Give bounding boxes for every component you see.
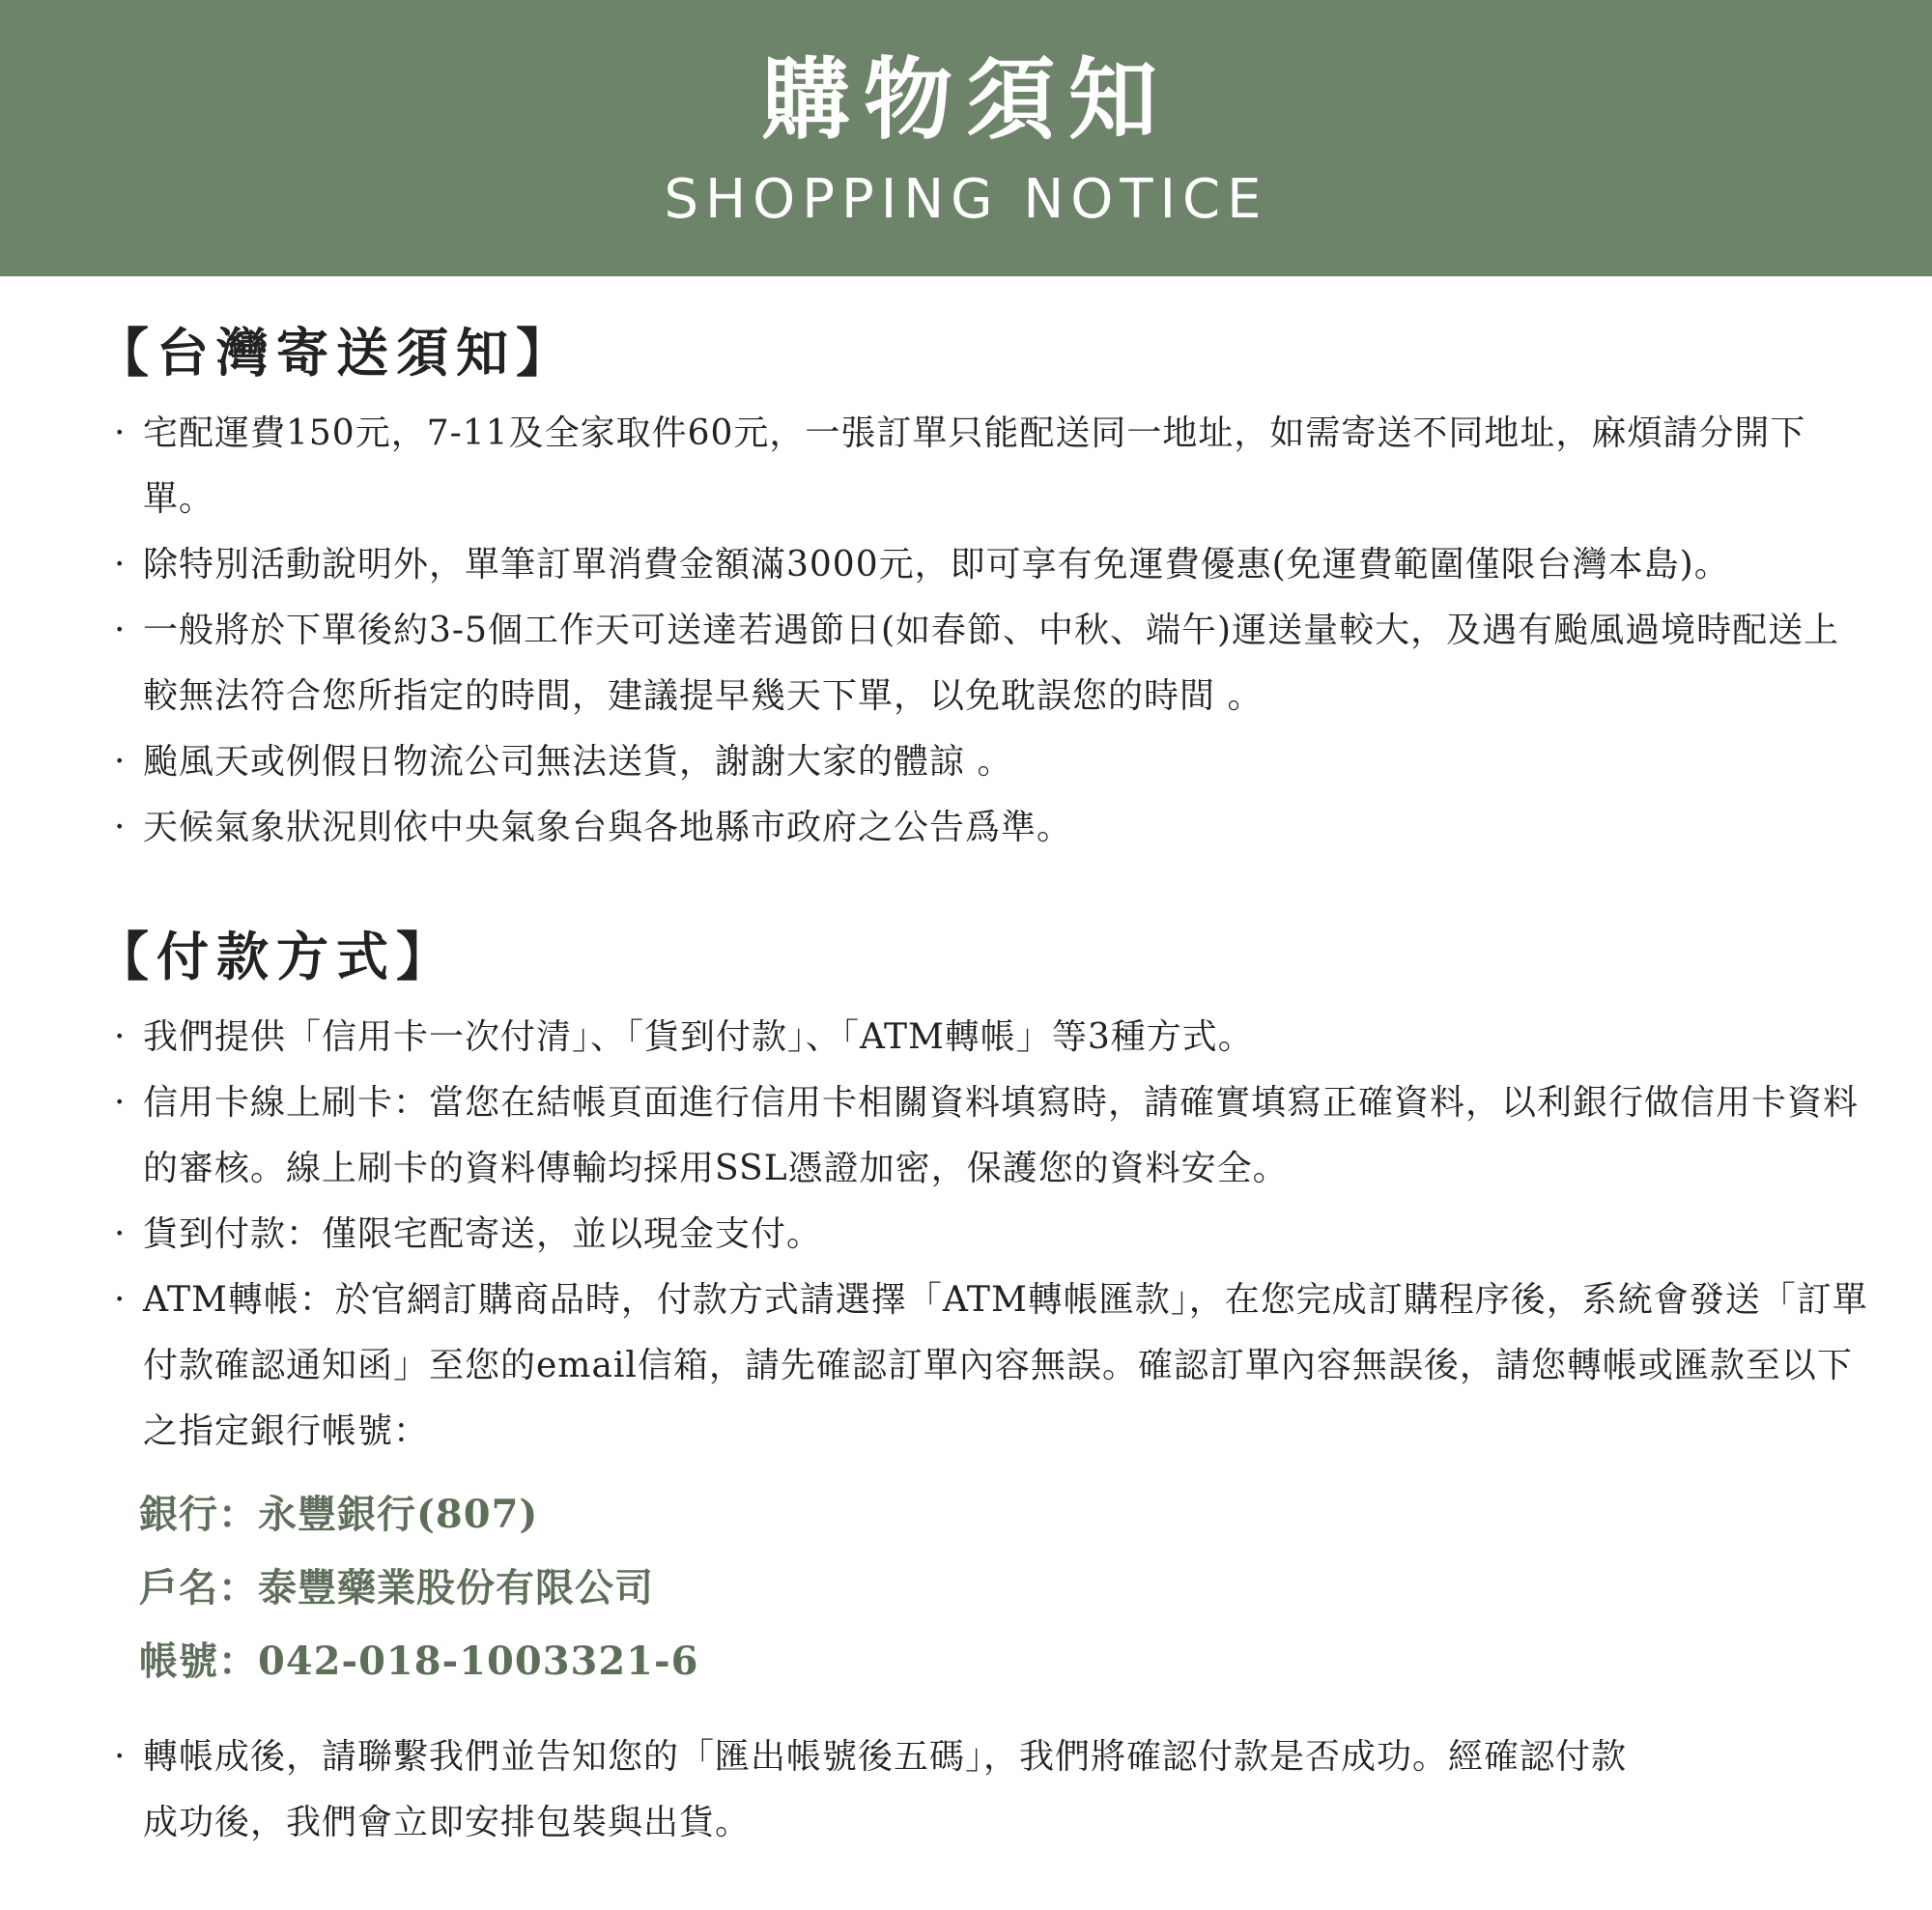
list-item	[114, 401, 1874, 532]
bank-account-info	[139, 1478, 698, 1698]
list-item	[114, 1725, 1650, 1856]
list-item	[114, 1070, 1882, 1202]
bullet: ·	[114, 1083, 127, 1123]
page-title: 購物須知	[760, 47, 1171, 152]
shipping-section-title: 【台灣寄送須知】	[97, 322, 576, 384]
payment-after-list	[114, 1725, 1853, 1856]
list-item	[114, 532, 1853, 598]
account-number: 帳號：042-018-1003321-6	[139, 1639, 699, 1684]
list-item-text: 除特別活動說明外，單筆訂單消費金額滿3000元，即可享有免運費優惠(免運費範圍僅限台灣本島)。	[143, 545, 1730, 584]
bullet: ·	[114, 1017, 127, 1057]
bullet: ·	[114, 545, 127, 584]
list-item-text: ATM轉帳：於官網訂購商品時，付款方式請選擇「ATM轉帳匯款」，在您完成訂購程序後，系統會發送「訂單付款確認通知函」至您的email信箱，請先確認訂單內容無誤。確認訂單內容無誤後，請您轉帳或匯款至以下之指定銀行帳號：	[143, 1280, 1868, 1451]
list-item	[114, 1005, 1853, 1070]
bullet: ·	[114, 742, 127, 782]
account-holder: 戶名：泰豐藥業股份有限公司	[139, 1565, 654, 1611]
bullet: ·	[114, 1737, 127, 1777]
bullet: ·	[114, 1280, 127, 1320]
list-item-text: 颱風天或例假日物流公司無法送貨，謝謝大家的體諒 。	[143, 742, 1013, 782]
list-item-text: 信用卡線上刷卡：當您在結帳頁面進行信用卡相關資料填寫時，請確實填寫正確資料，以利銀行做信用卡資料的審核。線上刷卡的資料傳輸均採用SSL憑證加密，保護您的資料安全。	[143, 1083, 1860, 1188]
list-item	[114, 1202, 1853, 1268]
shipping-list	[114, 401, 1853, 861]
header-banner	[0, 0, 1932, 276]
bank-name: 銀行：永豐銀行(807)	[139, 1492, 539, 1537]
list-item-text: 一般將於下單後約3-5個工作天可送達若遇節日(如春節、中秋、端午)運送量較大，及遇有颱風過境時配送上較無法符合您所指定的時間，建議提早幾天下單，以免耽誤您的時間 。	[143, 611, 1840, 716]
bullet: ·	[114, 611, 127, 650]
list-item	[114, 729, 1853, 795]
bullet: ·	[114, 808, 127, 847]
list-item	[114, 1268, 1874, 1465]
list-item-text: 我們提供「信用卡一次付清」、「貨到付款」、「ATM轉帳」等3種方式。	[143, 1017, 1254, 1057]
bullet: ·	[114, 1214, 127, 1254]
payment-list	[114, 1005, 1868, 1465]
list-item-text: 天候氣象狀況則依中央氣象台與各地縣市政府之公告爲準。	[143, 808, 1073, 847]
list-item-text: 貨到付款：僅限宅配寄送，並以現金支付。	[143, 1214, 823, 1254]
list-item	[114, 598, 1874, 729]
list-item	[114, 795, 1853, 861]
list-item-text: 轉帳成後，請聯繫我們並告知您的「匯出帳號後五碼」，我們將確認付款是否成功。經確認付款成功後，我們會立即安排包裝與出貨。	[143, 1737, 1628, 1842]
list-item-text: 宅配運費150元，7-11及全家取件60元，一張訂單只能配送同一地址，如需寄送不同地址，麻煩請分開下單。	[143, 413, 1806, 519]
payment-section-title: 【付款方式】	[97, 926, 456, 987]
page-subtitle: SHOPPING NOTICE	[664, 168, 1268, 231]
bullet: ·	[114, 413, 127, 453]
